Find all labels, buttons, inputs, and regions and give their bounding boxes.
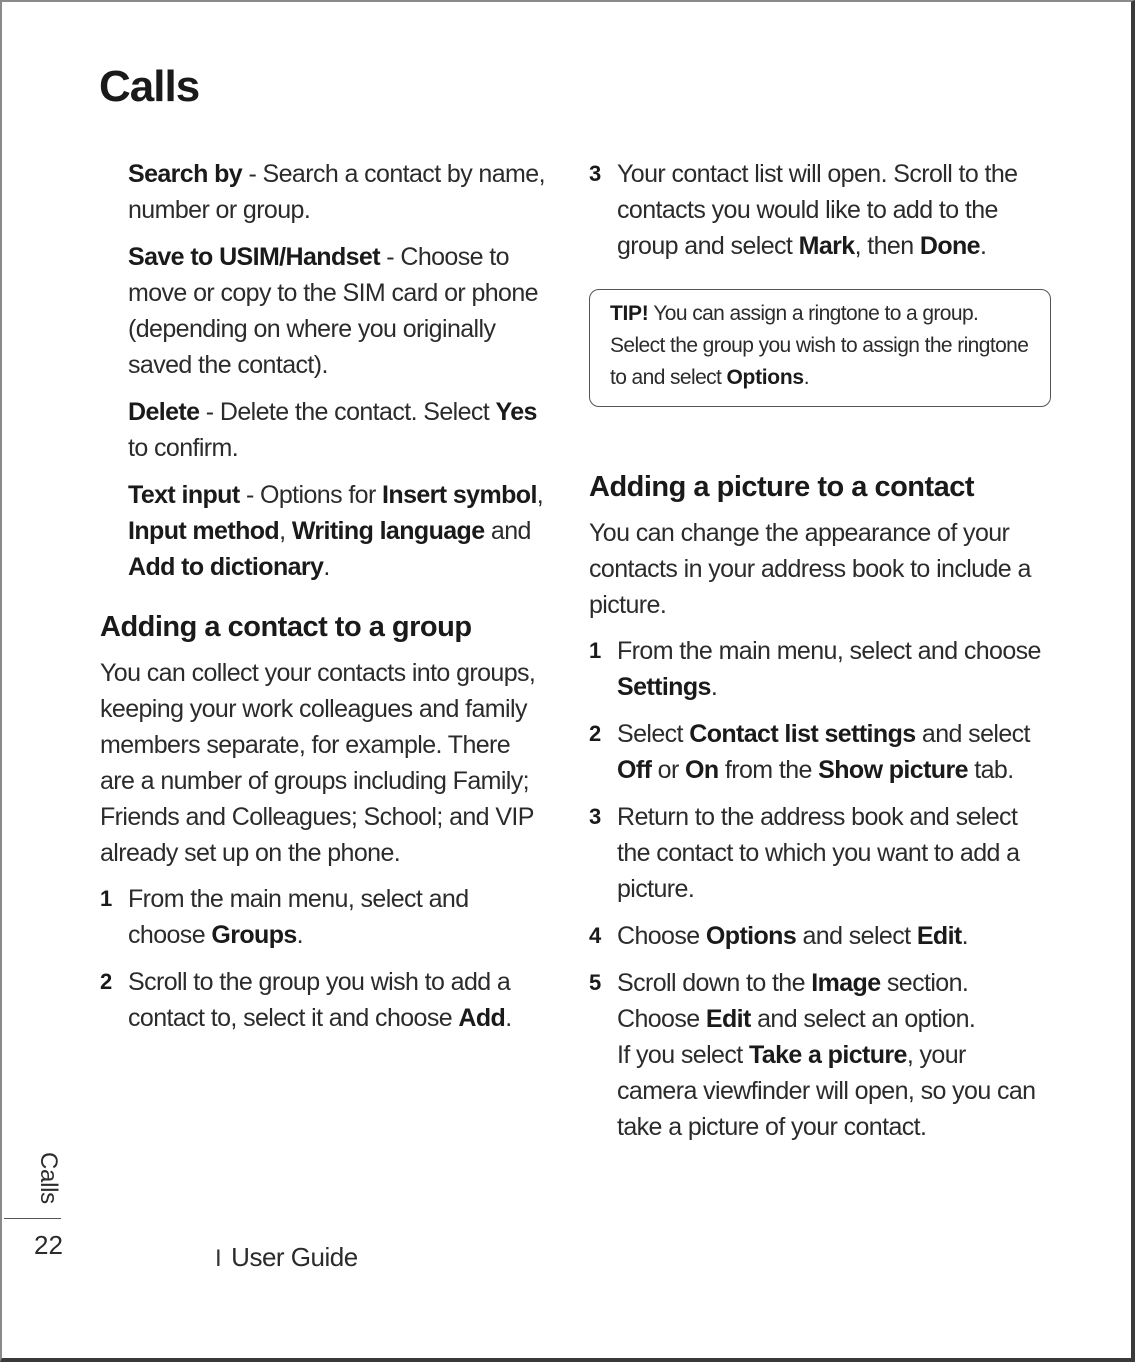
option-keyword: Insert symbol xyxy=(382,481,537,509)
step-text: Scroll to the group you wish to add a contact to, select it and choose xyxy=(128,968,511,1032)
text-fragment: , xyxy=(536,481,544,509)
option-description: Delete the contact. Select xyxy=(219,398,496,426)
option-keyword: Writing language xyxy=(291,517,485,545)
option-separator: - xyxy=(242,160,263,188)
text-fragment: . xyxy=(979,232,987,260)
footer-guide-label: User Guide xyxy=(231,1242,358,1272)
side-divider xyxy=(4,1218,61,1219)
step-number: 5 xyxy=(589,970,601,995)
step-keyword: On xyxy=(685,756,719,784)
option-search-by xyxy=(128,156,550,228)
page-title: Calls xyxy=(99,62,200,111)
step-keyword: Edit xyxy=(705,1005,751,1033)
step-number: 3 xyxy=(589,161,601,186)
text-fragment: and select an option. xyxy=(750,1005,976,1033)
step-keyword: Image xyxy=(811,969,881,997)
step-text: Choose xyxy=(617,1005,706,1033)
step-keyword: Off xyxy=(617,756,652,784)
step-item xyxy=(589,799,1051,907)
option-description: Options for xyxy=(260,481,383,509)
tip-text: You can assign a ringtone to a group. Select the group you wish to assign the ringtone to and select xyxy=(610,302,1029,389)
step-item xyxy=(589,965,1051,1145)
step-item xyxy=(100,964,550,1036)
step-keyword: Groups xyxy=(211,921,297,949)
step-text: From the main menu, select and choose xyxy=(128,885,469,949)
text-fragment: . xyxy=(710,673,718,701)
step-number: 1 xyxy=(100,886,112,911)
tip-keyword: Options xyxy=(726,366,804,389)
text-fragment: or xyxy=(651,756,686,784)
step-item xyxy=(589,918,1051,954)
text-fragment: section. xyxy=(880,969,969,997)
step-text: Choose xyxy=(617,922,706,950)
step-keyword: Edit xyxy=(916,922,962,950)
step-keyword: Add xyxy=(458,1004,506,1032)
text-fragment: . xyxy=(296,921,304,949)
step-keyword: Take a picture xyxy=(748,1041,907,1069)
step-number: 3 xyxy=(589,804,601,829)
step-number: 2 xyxy=(100,969,112,994)
option-keyword: Yes xyxy=(495,398,537,426)
option-term: Search by xyxy=(128,160,243,188)
step-number: 4 xyxy=(589,923,601,948)
step-text: If you select xyxy=(617,1041,749,1069)
page-number: 22 xyxy=(34,1230,63,1260)
text-fragment: . xyxy=(961,922,969,950)
option-description: Choose to move or copy to the SIM card or phone (depending on where you originally saved the contact). xyxy=(128,243,538,379)
step-keyword: Settings xyxy=(617,673,711,701)
footer-separator: I xyxy=(215,1245,222,1272)
option-keyword: Input method xyxy=(128,517,280,545)
step-keyword: Show picture xyxy=(818,756,968,784)
step-text: Return to the address book and select the contact to which you want to add a picture. xyxy=(617,803,1020,903)
text-fragment: . xyxy=(323,553,330,581)
option-description-tail: to confirm. xyxy=(128,434,239,462)
option-term: Save to USIM/Handset xyxy=(128,243,380,271)
option-delete xyxy=(128,394,550,466)
step-keyword: Mark xyxy=(798,232,855,260)
side-chapter-label: Calls xyxy=(35,1152,62,1204)
section-heading-picture: Adding a picture to a contact xyxy=(589,471,975,503)
text-fragment: from the xyxy=(718,756,819,784)
tip-label: TIP! xyxy=(610,302,649,325)
step-number: 1 xyxy=(589,638,601,663)
step-number: 2 xyxy=(589,721,601,746)
text-fragment: and xyxy=(484,517,531,545)
step-keyword: Done xyxy=(919,232,980,260)
option-term: Delete xyxy=(128,398,200,426)
text-fragment: , your camera viewfinder will open, so you can take a picture of your contact. xyxy=(617,1041,1036,1141)
footer-guide xyxy=(215,1242,358,1273)
step-item xyxy=(589,156,1051,264)
right-column xyxy=(589,156,1051,1156)
text-fragment: , then xyxy=(854,232,920,260)
section-intro-group: You can collect your contacts into groups, keeping your work colleagues and family members separate, for example. There are a number of groups including Family; Friends and Colleagues; School; and VIP already set up on the phone. xyxy=(100,659,536,867)
text-fragment: , xyxy=(279,517,292,545)
text-fragment: . xyxy=(803,366,809,389)
option-separator: - xyxy=(239,481,261,509)
step-text: Select xyxy=(617,720,690,748)
step-text: From the main menu, select and choose xyxy=(617,637,1041,665)
step-keyword: Options xyxy=(705,922,797,950)
option-keyword: Add to dictionary xyxy=(128,553,324,581)
option-text-input xyxy=(128,477,550,585)
left-column xyxy=(100,156,550,1047)
step-text: Scroll down to the xyxy=(617,969,812,997)
text-fragment: tab. xyxy=(967,756,1014,784)
option-separator: - xyxy=(199,398,220,426)
tip-box xyxy=(589,289,1051,407)
option-description: Search a contact by name, number or group. xyxy=(128,160,545,224)
option-term: Text input xyxy=(128,481,240,509)
step-keyword: Contact list settings xyxy=(689,720,916,748)
step-text: Your contact list will open. Scroll to the contacts you would like to add to the group and select xyxy=(617,160,1018,260)
step-item xyxy=(589,716,1051,788)
option-separator: - xyxy=(379,243,401,271)
text-fragment: . xyxy=(505,1004,512,1032)
option-save-to-usim xyxy=(128,239,550,383)
text-fragment: and select xyxy=(915,720,1030,748)
section-intro-picture: You can change the appearance of your contacts in your address book to include a picture. xyxy=(589,519,1031,619)
section-heading-group: Adding a contact to a group xyxy=(100,611,472,643)
step-item xyxy=(100,881,550,953)
text-fragment: and select xyxy=(796,922,917,950)
step-item xyxy=(589,633,1051,705)
